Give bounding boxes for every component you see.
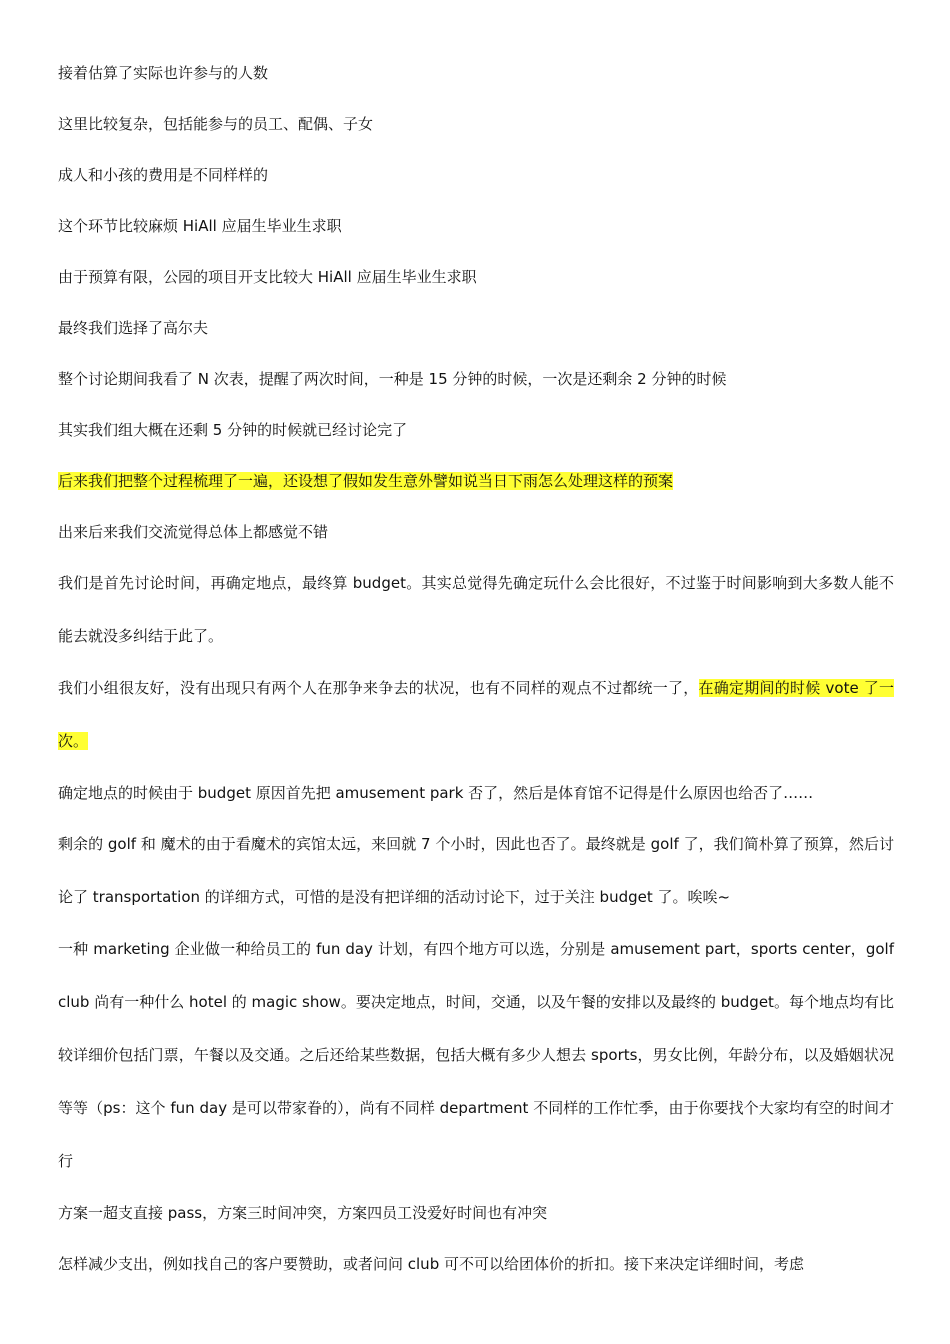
paragraph	[58, 468, 894, 494]
paragraph	[58, 315, 894, 341]
text-segment: 确定地点的时候由于 budget 原因首先把 amusement park 否了，然后是体育馆不记得是什么原因也给否了……	[58, 784, 814, 802]
highlighted-text: 在确定期间的时候 vote 了一次。	[58, 679, 894, 750]
text-segment: 我们小组很友好，没有出现只有两个人在那争来争去的状况，也有不同样的观点不过都统一了，	[58, 679, 699, 697]
paragraph	[58, 162, 894, 188]
text-segment: 方案一超支直接 pass，方案三时间冲突，方案四员工没爱好时间也有冲突	[58, 1204, 548, 1222]
text-segment: 出来后来我们交流觉得总体上都感觉不错	[58, 523, 329, 541]
paragraph	[58, 818, 894, 924]
paragraph	[58, 111, 894, 137]
paragraph	[58, 366, 894, 392]
paragraph	[58, 1251, 894, 1277]
text-segment: 整个讨论期间我看了 N 次表，提醒了两次时间，一种是 15 分钟的时候，一次是还剩余 2 分钟的时候	[58, 370, 727, 388]
paragraph	[58, 213, 894, 239]
text-segment: 成人和小孩的费用是不同样样的	[58, 166, 269, 184]
highlighted-text: 后来我们把整个过程梳理了一遍，还设想了假如发生意外譬如说当日下雨怎么处理这样的预案	[58, 472, 674, 490]
text-segment: 我们是首先讨论时间，再确定地点，最终算 budget。其实总觉得先确定玩什么会比很好，不过鉴于时间影响到大多数人能不能去就没多纠结于此了。	[58, 574, 894, 645]
paragraph	[58, 923, 894, 1188]
text-segment: 最终我们选择了高尔夫	[58, 319, 209, 337]
text-segment: 一种 marketing 企业做一种给员工的 fun day 计划，有四个地方可以选，分别是 amusement part，sports center，golf club 尚有一种什么 hotel 的 magic show。要决定地点，时间，交通，以及午餐的安排以及最终的 budget。每个地点均有比较详细价包括门票，午餐以及交通。之后还给某些数据，包括大概有多少人想去 sports，男女比例，年龄分布，以及婚姻状况等等（ps：这个 fun day 是可以带家眷的），尚有不同样 department 不同样的工作忙季，由于你要找个大家均有空的时间才行	[58, 940, 894, 1170]
paragraph	[58, 780, 894, 806]
paragraph	[58, 662, 894, 768]
text-segment: 接着估算了实际也许参与的人数	[58, 64, 269, 82]
paragraph	[58, 264, 894, 290]
paragraph	[58, 1200, 894, 1226]
paragraph	[58, 557, 894, 663]
paragraph	[58, 519, 894, 545]
paragraph	[58, 417, 894, 443]
text-segment: 剩余的 golf 和 魔术的由于看魔术的宾馆太远，来回就 7 个小时，因此也否了。最终就是 golf 了，我们简朴算了预算，然后讨论了 transportation 的详细方式，可惜的是没有把详细的活动讨论下，过于关注 budget 了。唉唉~	[58, 835, 894, 906]
text-segment: 这里比较复杂，包括能参与的员工、配偶、子女	[58, 115, 374, 133]
text-segment: 其实我们组大概在还剩 5 分钟的时候就已经讨论完了	[58, 421, 408, 439]
text-segment: 怎样减少支出，例如找自己的客户要赞助，或者问问 club 可不可以给团体价的折扣。接下来决定详细时间，考虑	[58, 1255, 804, 1273]
text-segment: 这个环节比较麻烦 HiAll 应届生毕业生求职	[58, 217, 342, 235]
document-body	[58, 60, 894, 1302]
paragraph	[58, 60, 894, 86]
text-segment: 由于预算有限，公园的项目开支比较大 HiAll 应届生毕业生求职	[58, 268, 477, 286]
